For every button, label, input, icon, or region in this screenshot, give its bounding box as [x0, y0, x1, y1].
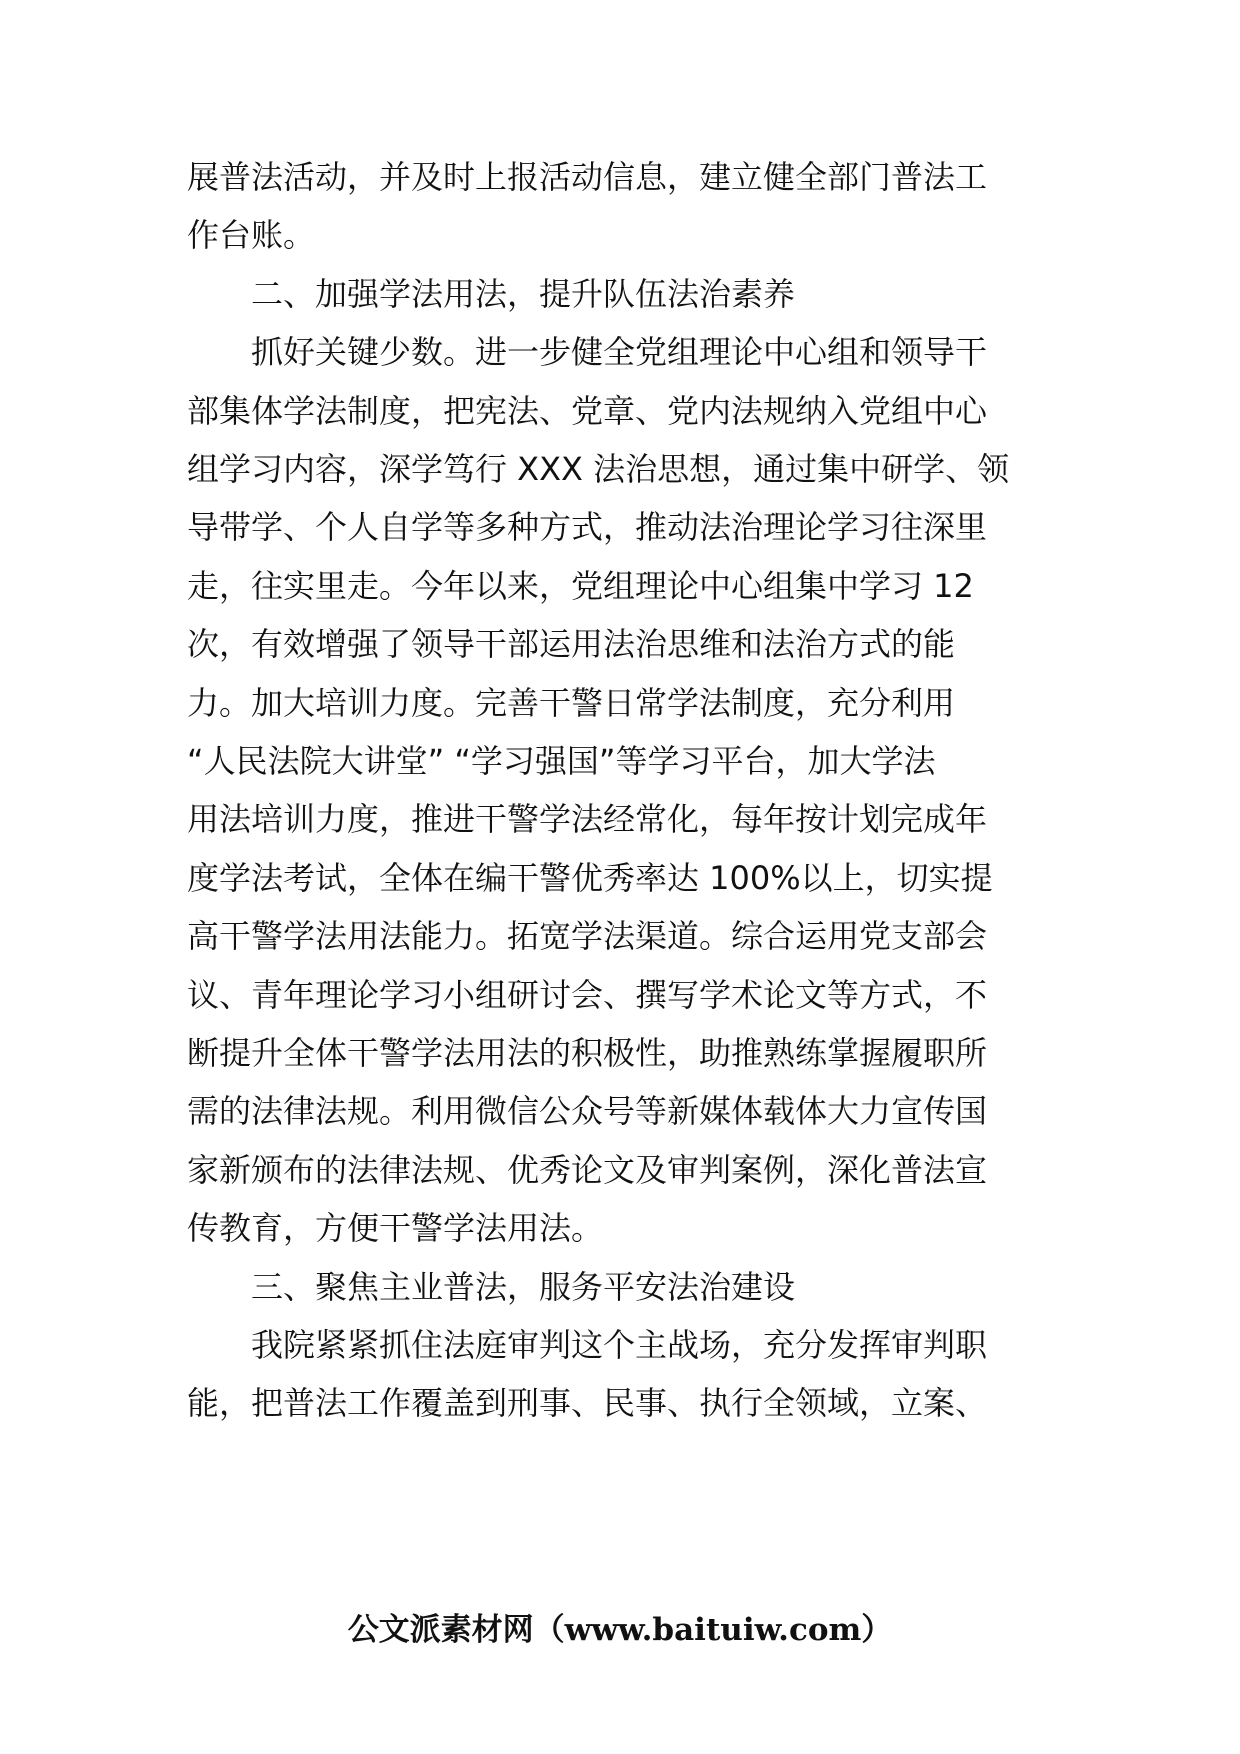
- text-line: 导带学、个人自学等多种方式，推动法治理论学习往深里: [187, 508, 988, 546]
- text-line: “人民法院大讲堂” “学习强国”等学习平台，加大学法: [187, 742, 936, 780]
- text-line: 作台账。: [187, 216, 316, 254]
- text-line: 力。加大培训力度。完善干警日常学法制度，充分利用: [187, 684, 956, 722]
- text-line: 我院紧紧抓住法庭审判这个主战场，充分发挥审判职: [251, 1326, 988, 1364]
- text-line: 能，把普法工作覆盖到刑事、民事、执行全领域，立案、: [187, 1384, 988, 1422]
- text-line: 走，往实里走。今年以来，党组理论中心组集中学习 12: [187, 567, 974, 605]
- text-line: 展普法活动，并及时上报活动信息，建立健全部门普法工: [187, 158, 988, 196]
- text-line: 三、聚焦主业普法，服务平安法治建设: [251, 1268, 796, 1306]
- text-line: 高干警学法用法能力。拓宽学法渠道。综合运用党支部会: [187, 917, 988, 955]
- text-line: 度学法考试，全体在编干警优秀率达 100%以上，切实提: [187, 859, 993, 897]
- text-line: 断提升全体干警学法用法的积极性，助推熟练掌握履职所: [187, 1034, 988, 1072]
- text-line: 部集体学法制度，把宪法、党章、党内法规纳入党组中心: [187, 392, 988, 430]
- text-line: 组学习内容，深学笃行 XXX 法治思想，通过集中研学、领: [187, 450, 1010, 488]
- text-line: 抓好关键少数。进一步健全党组理论中心组和领导干: [251, 333, 988, 371]
- text-line: 需的法律法规。利用微信公众号等新媒体载体大力宣传国: [187, 1092, 988, 1130]
- text-line: 传教育，方便干警学法用法。: [187, 1209, 604, 1247]
- text-line: 家新颁布的法律法规、优秀论文及审判案例，深化普法宣: [187, 1151, 988, 1189]
- text-line: 议、青年理论学习小组研讨会、撰写学术论文等方式，不: [187, 976, 988, 1014]
- text-line: 次，有效增强了领导干部运用法治思维和法治方式的能: [187, 625, 956, 663]
- footer-watermark: 公文派素材网（www.baituiw.com）: [347, 1612, 893, 1648]
- text-line: 二、加强学法用法，提升队伍法治素养: [251, 275, 796, 313]
- text-line: 用法培训力度，推进干警学法经常化，每年按计划完成年: [187, 800, 988, 838]
